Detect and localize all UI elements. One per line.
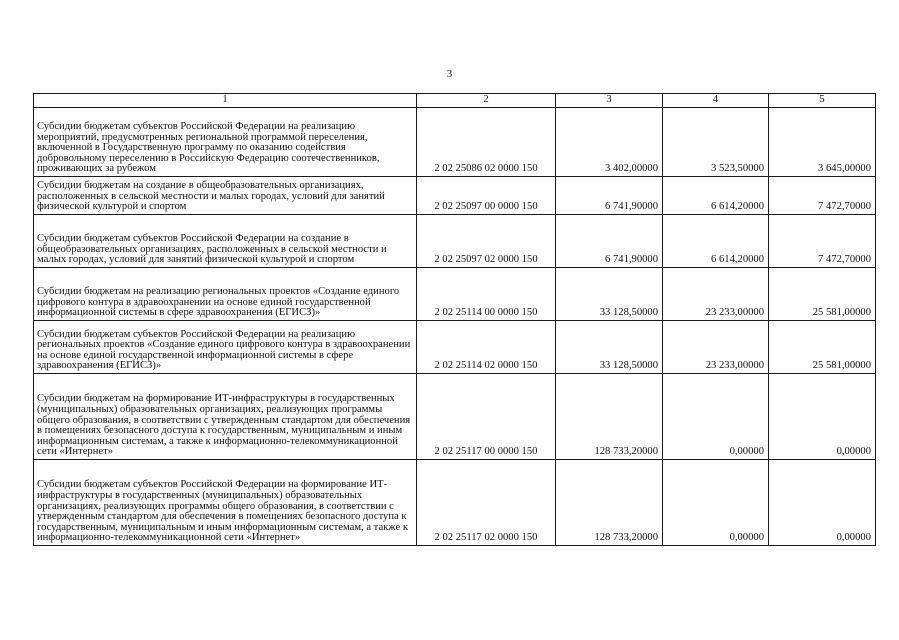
row-value-col4: 6 614,20000 [663,177,769,215]
row-name: Субсидии бюджетам субъектов Российской Федерации на создание в общеобразовательных организациях, расположенных в сельской местности и малых городах, условий для занятий физической культурой и спортом [34,215,417,268]
column-header: 1 [34,94,417,108]
row-value-col5: 3 645,00000 [769,108,876,177]
row-value-col4: 3 523,50000 [663,108,769,177]
row-value-col3: 33 128,50000 [556,321,663,374]
row-value-col3: 6 741,90000 [556,215,663,268]
column-header: 5 [769,94,876,108]
budget-table [33,93,876,546]
table-header-row [34,94,876,108]
table-row [34,321,876,374]
row-code: 2 02 25117 00 0000 150 [417,374,556,460]
row-value-col5: 7 472,70000 [769,215,876,268]
row-code: 2 02 25097 00 0000 150 [417,177,556,215]
row-value-col3: 3 402,00000 [556,108,663,177]
table-row [34,108,876,177]
row-value-col3: 128 733,20000 [556,374,663,460]
row-code: 2 02 25114 00 0000 150 [417,268,556,321]
table-row [34,177,876,215]
row-value-col3: 33 128,50000 [556,268,663,321]
page-number: 3 [446,68,453,80]
row-name: Субсидии бюджетам на создание в общеобразовательных организациях, расположенных в сельской местности и малых городах, условий для занятий физической культурой и спортом [34,177,417,215]
column-header: 4 [663,94,769,108]
row-code: 2 02 25086 02 0000 150 [417,108,556,177]
row-name: Субсидии бюджетам субъектов Российской Федерации на реализацию региональных проектов «Создание единого цифрового контура в здравоохранении на основе единой государственной информационной системы в сфере здравоохранения (ЕГИСЗ)» [34,321,417,374]
row-value-col4: 23 233,00000 [663,321,769,374]
row-code: 2 02 25097 02 0000 150 [417,215,556,268]
table-row [34,215,876,268]
row-value-col3: 6 741,90000 [556,177,663,215]
table-row [34,374,876,460]
row-name: Субсидии бюджетам на формирование ИТ-инфраструктуры в государственных (муниципальных) образовательных организациях, реализующих программы общего образования, в соответствии с утвержденным стандартом для обеспечения в помещениях безопасного доступа к государственным, муниципальным и иным информационным системам, а также к информационно-телекоммуникационной сети «Интернет» [34,374,417,460]
row-code: 2 02 25117 02 0000 150 [417,460,556,546]
row-value-col3: 128 733,20000 [556,460,663,546]
row-value-col5: 25 581,00000 [769,321,876,374]
row-value-col4: 23 233,00000 [663,268,769,321]
row-name: Субсидии бюджетам субъектов Российской Федерации на реализацию мероприятий, предусмотренных региональной программой переселения, включенной в Государственную программу по оказанию содействия добровольному переселению в Российскую Федерацию соотечественников, проживающих за рубежом [34,108,417,177]
table-row [34,268,876,321]
row-value-col4: 6 614,20000 [663,215,769,268]
column-header: 3 [556,94,663,108]
row-value-col4: 0,00000 [663,460,769,546]
row-value-col5: 0,00000 [769,374,876,460]
column-header: 2 [417,94,556,108]
row-value-col5: 25 581,00000 [769,268,876,321]
row-value-col5: 0,00000 [769,460,876,546]
table-row [34,460,876,546]
row-value-col5: 7 472,70000 [769,177,876,215]
row-value-col4: 0,00000 [663,374,769,460]
row-code: 2 02 25114 02 0000 150 [417,321,556,374]
row-name: Субсидии бюджетам субъектов Российской Федерации на формирование ИТ-инфраструктуры в государственных (муниципальных) образовательных организациях, реализующих программы общего образования, в соответствии с утвержденным стандартом для обеспечения в помещениях безопасного доступа к государственным, муниципальным и иным информационным системам, а также к информационно-телекоммуникационной сети «Интернет» [34,460,417,546]
row-name: Субсидии бюджетам на реализацию региональных проектов «Создание единого цифрового контура в здравоохранении на основе единой государственной информационной системы в сфере здравоохранения (ЕГИСЗ)» [34,268,417,321]
